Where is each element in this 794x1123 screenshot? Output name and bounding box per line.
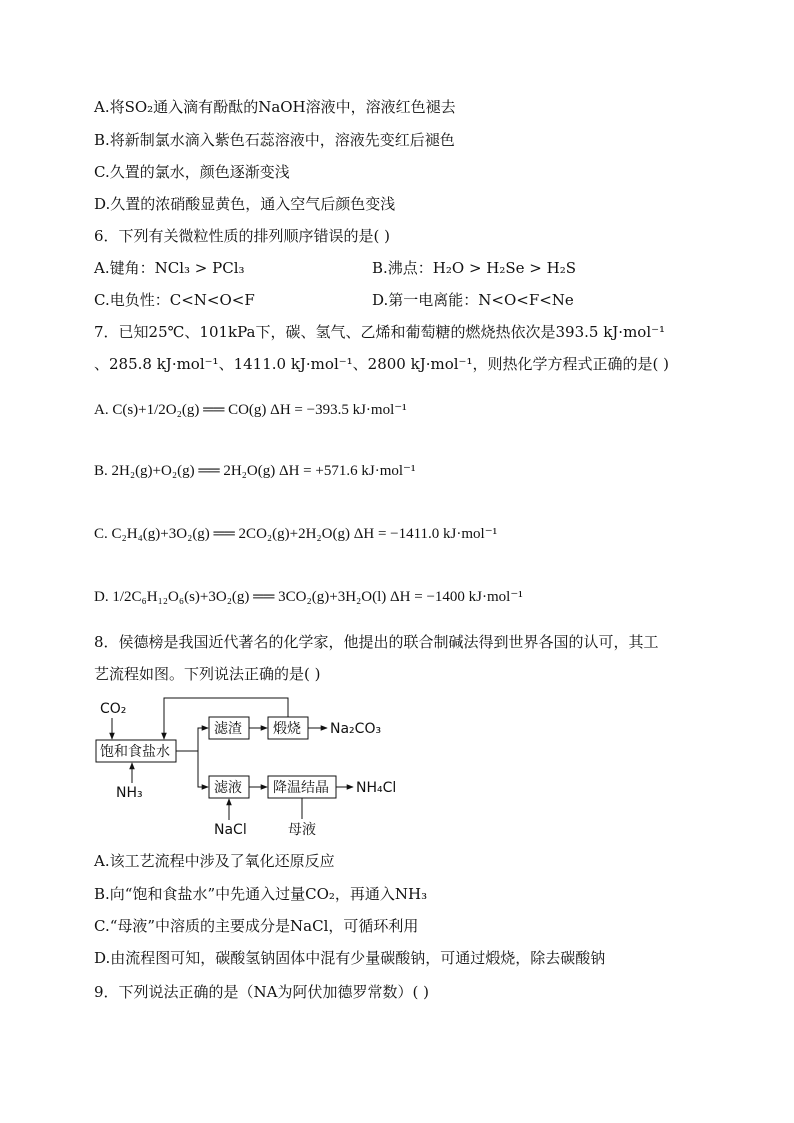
filtrate-label: 滤液 (214, 780, 242, 796)
nacl-label: NaCl (214, 822, 247, 838)
na2co3-label: Na₂CO₃ (330, 721, 382, 737)
cool-crystallize-label: 降温结晶 (273, 780, 329, 796)
q7-stem-line1: 7．已知25℃、101kPa下，碳、氢气、乙烯和葡萄糖的燃烧热依次是393.5 kJ·mol⁻¹ (94, 323, 666, 341)
calcine-label: 煅烧 (273, 721, 301, 737)
q6-option-a: A.键角：NCl₃ > PCl₃ (94, 259, 245, 277)
brine-label: 饱和食盐水 (100, 744, 170, 760)
q6-option-c: C.电负性：C<N<O<F (94, 291, 255, 309)
q5-option-c: C.久置的氯水，颜色逐渐变浅 (94, 163, 290, 181)
q9-stem: 9．下列说法正确的是（NA为阿伏加德罗常数）( ) (94, 983, 429, 1001)
process-flow-diagram (94, 695, 414, 845)
q7-option-a: A. C(s)+1/2O₂(g) ══ CO(g) ΔH = −393.5 kJ·mol⁻¹ (94, 402, 407, 418)
q7-stem-line2: 、285.8 kJ·mol⁻¹、1411.0 kJ·mol⁻¹、2800 kJ·mol⁻¹，则热化学方程式正确的是( ) (94, 355, 669, 373)
q5-option-b: B.将新制氯水滴入紫色石蕊溶液中，溶液先变红后褪色 (94, 131, 455, 149)
q8-stem-line2: 艺流程如图。下列说法正确的是( ) (94, 665, 321, 683)
q8-stem-line1: 8．侯德榜是我国近代著名的化学家，他提出的联合制碱法得到世界各国的认可，其工 (94, 633, 659, 651)
q7-option-c: C. C₂H₄(g)+3O₂(g) ══ 2CO₂(g)+2H₂O(g) ΔH = −1411.0 kJ·mol⁻¹ (94, 526, 498, 542)
residue-label: 滤渣 (214, 721, 242, 737)
mother-liquor-label: 母液 (288, 822, 316, 838)
q7-option-b: B. 2H₂(g)+O₂(g) ══ 2H₂O(g) ΔH = +571.6 kJ·mol⁻¹ (94, 463, 416, 479)
q8-option-b: B.向“饱和食盐水”中先通入过量CO₂，再通入NH₃ (94, 885, 428, 903)
nh4cl-label: NH₄Cl (356, 780, 397, 796)
to-filtrate-arrow (198, 751, 208, 787)
q5-option-d: D.久置的浓硝酸显黄色，通入空气后颜色变浅 (94, 195, 396, 213)
q6-option-b: B.沸点：H₂O > H₂Se > H₂S (372, 259, 577, 277)
q8-option-c: C.“母液”中溶质的主要成分是NaCl，可循环利用 (94, 917, 419, 935)
q6-stem: 6．下列有关微粒性质的排列顺序错误的是( ) (94, 227, 391, 245)
to-residue-arrow (198, 728, 208, 751)
q7-option-d: D. 1/2C₆H₁₂O₆(s)+3O₂(g) ══ 3CO₂(g)+3H₂O(l) ΔH = −1400 kJ·mol⁻¹ (94, 589, 523, 605)
nh3-label: NH₃ (116, 785, 143, 801)
q6-option-d: D.第一电离能：N<O<F<Ne (372, 291, 574, 309)
q5-option-a: A.将SO₂通入滴有酚酞的NaOH溶液中，溶液红色褪去 (94, 98, 456, 116)
co2-label: CO₂ (100, 701, 127, 717)
q8-option-a: A.该工艺流程中涉及了氧化还原反应 (94, 852, 335, 870)
q8-option-d: D.由流程图可知，碳酸氢钠固体中混有少量碳酸钠，可通过煅烧，除去碳酸钠 (94, 949, 606, 967)
